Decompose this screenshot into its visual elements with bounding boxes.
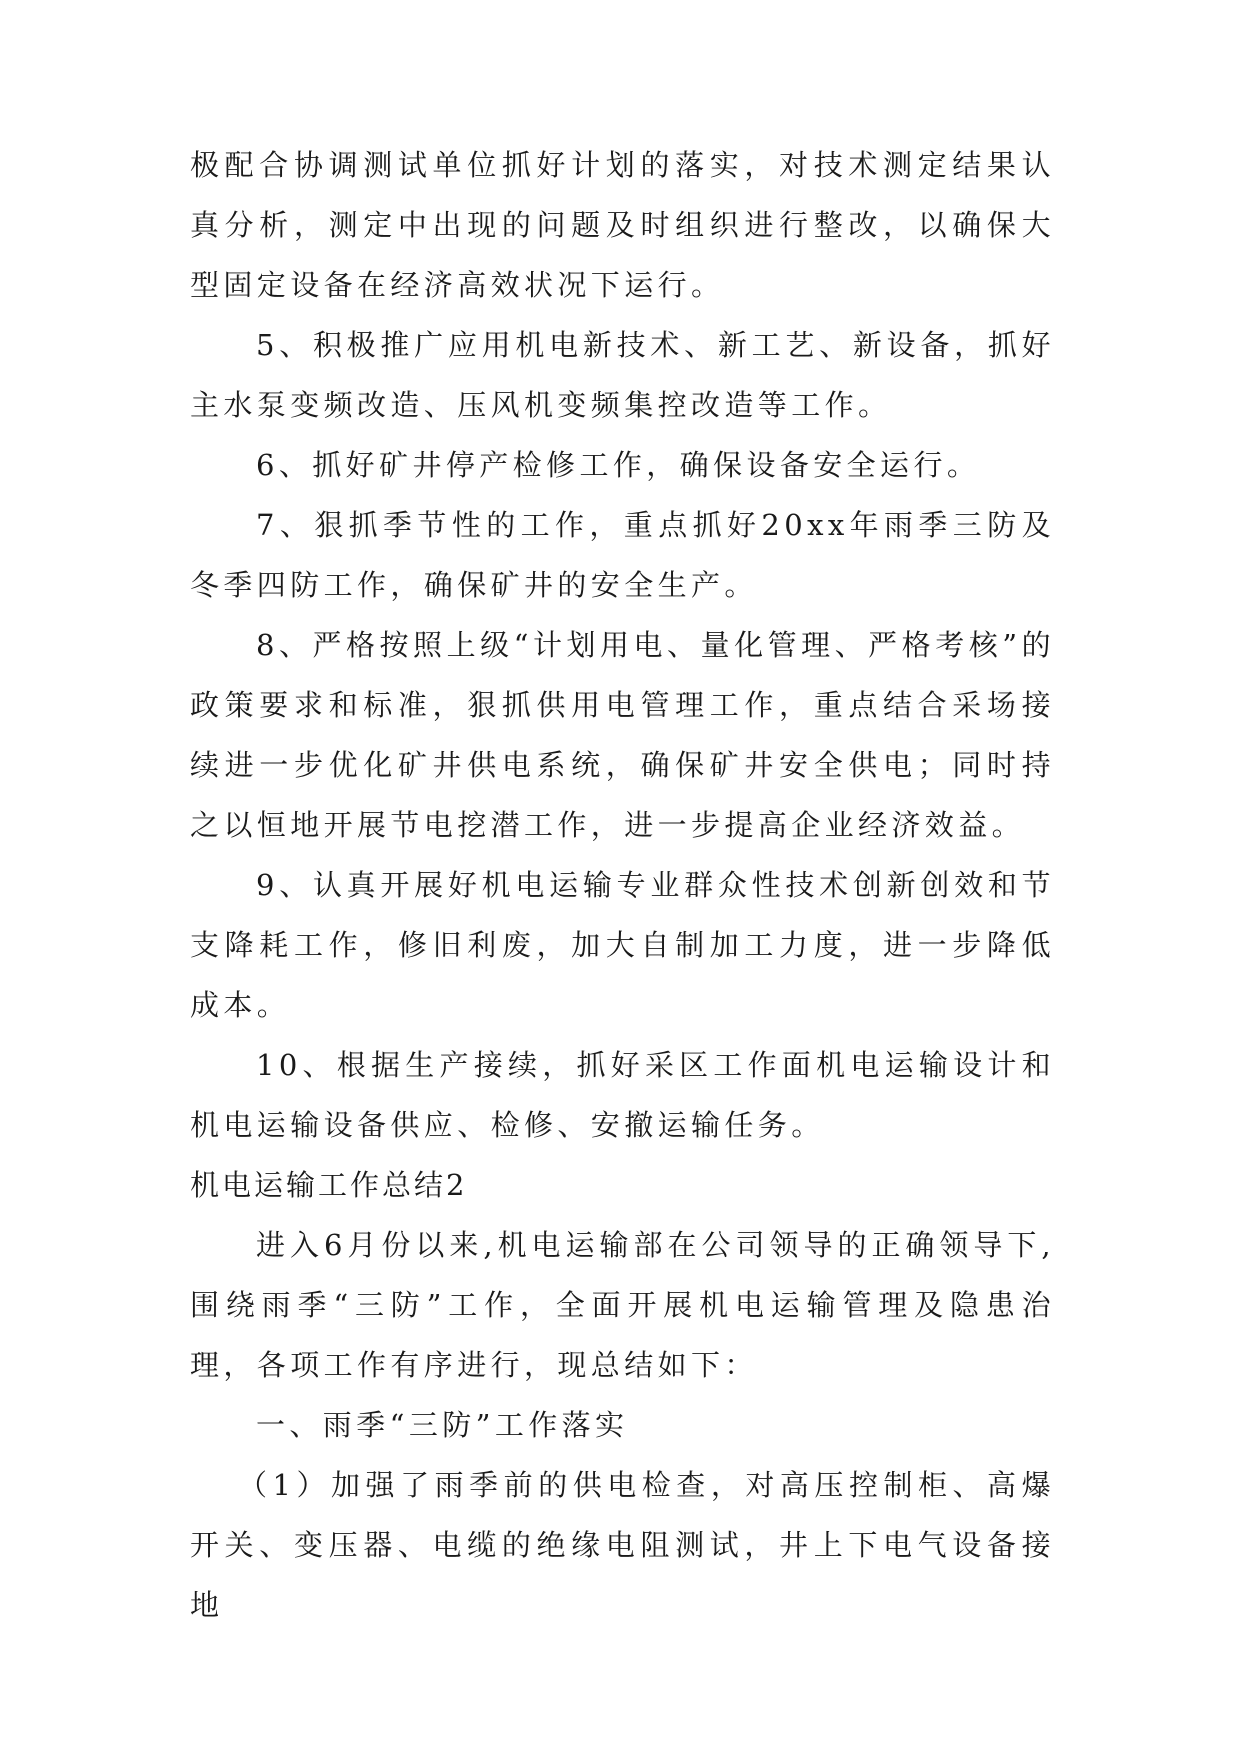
- paragraph-item-9: 9、认真开展好机电运输专业群众性技术创新创效和节支降耗工作，修旧利废，加大自制加工力度，进一步降低成本。: [190, 868, 1055, 1022]
- paragraph-item-10: 10、根据生产接续，抓好采区工作面机电运输设计和机电运输设备供应、检修、安撤运输任务。: [190, 1048, 1055, 1142]
- section-title: 机电运输工作总结2: [190, 1168, 468, 1202]
- paragraph-item-8: 8、严格按照上级“计划用电、量化管理、严格考核”的政策要求和标准，狠抓供用电管理工作，重点结合采场接续进一步优化矿井供电系统，确保矿井安全供电；同时持之以恒地开展节电挖潜工作，进一步提高企业经济效益。: [190, 628, 1055, 842]
- subsection-heading: 一、雨季“三防”工作落实: [256, 1408, 629, 1442]
- paragraph-item-6: 6、抓好矿井停产检修工作，确保设备安全运行。: [256, 448, 981, 482]
- paragraph-continuation: 极配合协调测试单位抓好计划的落实，对技术测定结果认真分析，测定中出现的问题及时组织进行整改，以确保大型固定设备在经济高效状况下运行。: [190, 148, 1055, 302]
- paragraph-item-7: 7、狠抓季节性的工作，重点抓好20xx年雨季三防及冬季四防工作，确保矿井的安全生产。: [190, 508, 1055, 602]
- subsection-item-1: （1）加强了雨季前的供电检查，对高压控制柜、高爆开关、变压器、电缆的绝缘电阻测试，井上下电气设备接地: [190, 1468, 1055, 1622]
- section-intro-paragraph: 进入6月份以来,机电运输部在公司领导的正确领导下,围绕雨季“三防”工作，全面开展机电运输管理及隐患治理，各项工作有序进行，现总结如下：: [190, 1228, 1055, 1382]
- document-body: [190, 135, 1055, 1635]
- paragraph-item-5: 5、积极推广应用机电新技术、新工艺、新设备，抓好主水泵变频改造、压风机变频集控改造等工作。: [190, 328, 1055, 422]
